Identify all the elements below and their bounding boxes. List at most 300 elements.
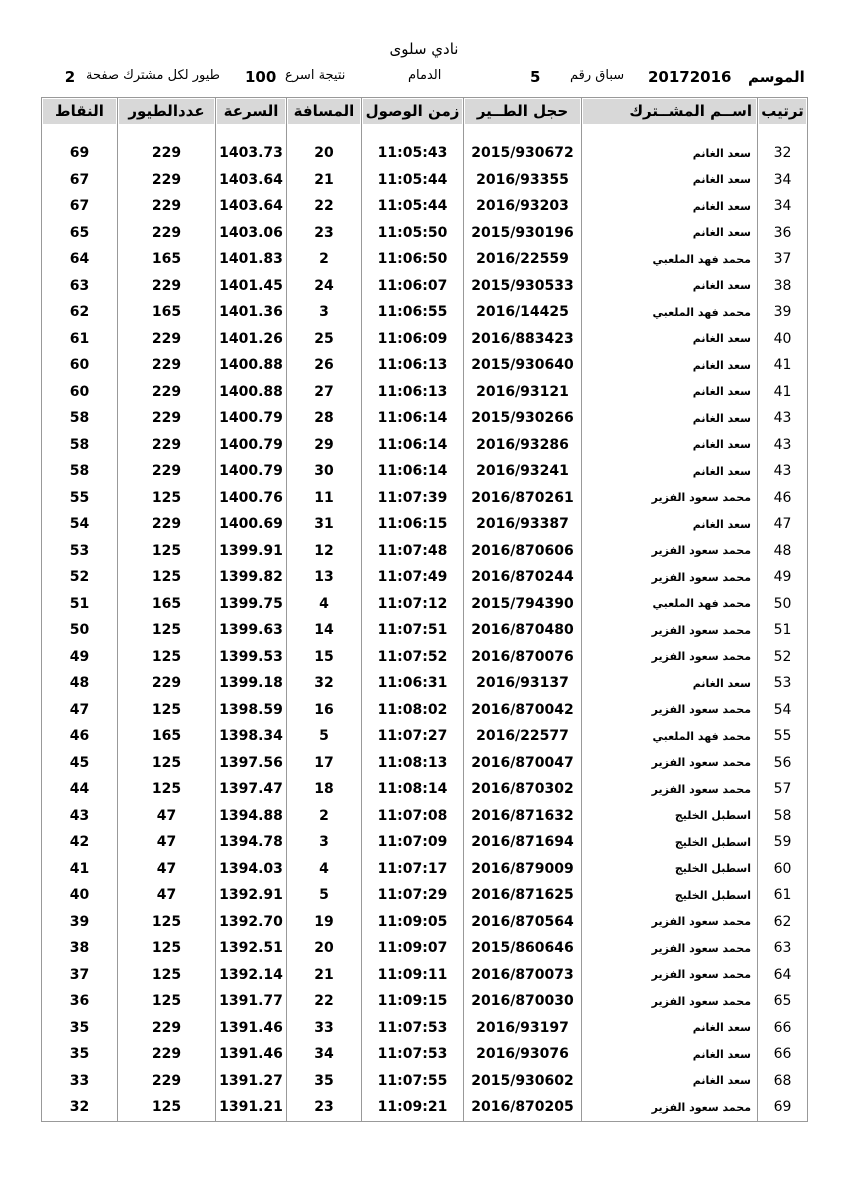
- cell-rank: 57: [758, 776, 808, 803]
- cell-points: 60: [42, 352, 118, 379]
- cell-speed: 1392.14: [216, 962, 287, 989]
- cell-points: 60: [42, 379, 118, 406]
- cell-arrival: 11:08:02: [362, 697, 464, 724]
- cell-rank: 62: [758, 909, 808, 936]
- cell-rank: 43: [758, 405, 808, 432]
- cell-points: 39: [42, 909, 118, 936]
- table-row: [42, 273, 808, 300]
- cell-speed: 1397.56: [216, 750, 287, 777]
- table-row: [42, 776, 808, 803]
- cell-speed: 1391.46: [216, 1015, 287, 1042]
- table-row: [42, 829, 808, 856]
- cell-distance: 35: [287, 1068, 362, 1095]
- table-row: [42, 1068, 808, 1095]
- cell-rank: 52: [758, 644, 808, 671]
- table-row: [42, 458, 808, 485]
- cell-birds: 125: [118, 962, 216, 989]
- cell-speed: 1401.36: [216, 299, 287, 326]
- col-header-name: اســم المشــترك: [582, 98, 758, 139]
- cell-ring: 2016/93387: [464, 511, 582, 538]
- cell-speed: 1399.82: [216, 564, 287, 591]
- cell-name: محمد فهد الملعبي: [582, 723, 758, 750]
- table-row: [42, 988, 808, 1015]
- cell-ring: 2015/930672: [464, 138, 582, 167]
- cell-points: 67: [42, 167, 118, 194]
- cell-distance: 3: [287, 299, 362, 326]
- cell-distance: 29: [287, 432, 362, 459]
- cell-rank: 34: [758, 193, 808, 220]
- cell-rank: 55: [758, 723, 808, 750]
- cell-distance: 5: [287, 723, 362, 750]
- cell-name: محمد سعود الفزير: [582, 909, 758, 936]
- cell-points: 54: [42, 511, 118, 538]
- cell-birds: 229: [118, 405, 216, 432]
- table-row: [42, 1015, 808, 1042]
- cell-distance: 2: [287, 246, 362, 273]
- col-header-arrival: زمن الوصول: [362, 98, 464, 139]
- results-body: [42, 138, 808, 1121]
- cell-name: سعد الغانم: [582, 432, 758, 459]
- cell-ring: 2016/870042: [464, 697, 582, 724]
- cell-rank: 41: [758, 352, 808, 379]
- cell-rank: 66: [758, 1041, 808, 1068]
- cell-arrival: 11:06:50: [362, 246, 464, 273]
- cell-speed: 1398.34: [216, 723, 287, 750]
- cell-speed: 1400.69: [216, 511, 287, 538]
- table-row: [42, 856, 808, 883]
- cell-rank: 68: [758, 1068, 808, 1095]
- cell-birds: 47: [118, 803, 216, 830]
- cell-distance: 30: [287, 458, 362, 485]
- table-row: [42, 432, 808, 459]
- cell-arrival: 11:06:55: [362, 299, 464, 326]
- cell-name: محمد سعود الفزير: [582, 935, 758, 962]
- cell-points: 37: [42, 962, 118, 989]
- cell-distance: 20: [287, 935, 362, 962]
- cell-name: اسطبل الخليج: [582, 829, 758, 856]
- cell-arrival: 11:06:14: [362, 405, 464, 432]
- cell-arrival: 11:05:44: [362, 193, 464, 220]
- table-row: [42, 326, 808, 353]
- col-header-birds: عددالطيور: [118, 98, 216, 139]
- cell-name: محمد سعود الفزير: [582, 485, 758, 512]
- cell-points: 48: [42, 670, 118, 697]
- cell-speed: 1394.88: [216, 803, 287, 830]
- cell-speed: 1400.88: [216, 352, 287, 379]
- cell-distance: 33: [287, 1015, 362, 1042]
- cell-points: 35: [42, 1015, 118, 1042]
- cell-birds: 47: [118, 882, 216, 909]
- table-row: [42, 723, 808, 750]
- table-row: [42, 511, 808, 538]
- cell-speed: 1400.79: [216, 458, 287, 485]
- cell-rank: 38: [758, 273, 808, 300]
- cell-birds: 165: [118, 246, 216, 273]
- table-row: [42, 379, 808, 406]
- cell-birds: 47: [118, 856, 216, 883]
- cell-arrival: 11:05:43: [362, 138, 464, 167]
- cell-speed: 1399.91: [216, 538, 287, 565]
- cell-rank: 43: [758, 432, 808, 459]
- cell-birds: 229: [118, 273, 216, 300]
- cell-points: 65: [42, 220, 118, 247]
- cell-arrival: 11:08:14: [362, 776, 464, 803]
- cell-speed: 1401.26: [216, 326, 287, 353]
- cell-distance: 23: [287, 1094, 362, 1121]
- race-info-line: [40, 68, 808, 90]
- cell-distance: 24: [287, 273, 362, 300]
- cell-name: محمد سعود الفزير: [582, 988, 758, 1015]
- cell-speed: 1391.77: [216, 988, 287, 1015]
- cell-arrival: 11:09:21: [362, 1094, 464, 1121]
- table-row: [42, 193, 808, 220]
- cell-name: سعد الغانم: [582, 167, 758, 194]
- cell-points: 45: [42, 750, 118, 777]
- cell-ring: 2015/794390: [464, 591, 582, 618]
- cell-ring: 2015/930602: [464, 1068, 582, 1095]
- cell-points: 38: [42, 935, 118, 962]
- cell-points: 51: [42, 591, 118, 618]
- cell-rank: 46: [758, 485, 808, 512]
- cell-birds: 125: [118, 909, 216, 936]
- cell-ring: 2016/879009: [464, 856, 582, 883]
- cell-birds: 229: [118, 352, 216, 379]
- cell-name: سعد الغانم: [582, 1015, 758, 1042]
- cell-name: محمد سعود الفزير: [582, 776, 758, 803]
- cell-ring: 2016/93203: [464, 193, 582, 220]
- cell-points: 40: [42, 882, 118, 909]
- cell-arrival: 11:07:53: [362, 1041, 464, 1068]
- table-row: [42, 485, 808, 512]
- cell-ring: 2016/871632: [464, 803, 582, 830]
- cell-ring: 2016/93241: [464, 458, 582, 485]
- cell-rank: 56: [758, 750, 808, 777]
- cell-birds: 165: [118, 591, 216, 618]
- cell-name: سعد الغانم: [582, 138, 758, 167]
- table-row: [42, 962, 808, 989]
- cell-ring: 2016/870076: [464, 644, 582, 671]
- cell-birds: 125: [118, 644, 216, 671]
- cell-ring: 2015/930266: [464, 405, 582, 432]
- cell-rank: 32: [758, 138, 808, 167]
- season-label: الموسم: [748, 68, 805, 86]
- cell-rank: 60: [758, 856, 808, 883]
- cell-rank: 43: [758, 458, 808, 485]
- cell-name: سعد الغانم: [582, 379, 758, 406]
- cell-rank: 40: [758, 326, 808, 353]
- cell-rank: 64: [758, 962, 808, 989]
- table-row: [42, 167, 808, 194]
- cell-arrival: 11:06:14: [362, 458, 464, 485]
- cell-name: محمد سعود الفزير: [582, 644, 758, 671]
- cell-distance: 22: [287, 988, 362, 1015]
- cell-name: سعد الغانم: [582, 1068, 758, 1095]
- cell-name: سعد الغانم: [582, 511, 758, 538]
- cell-rank: 37: [758, 246, 808, 273]
- cell-arrival: 11:07:39: [362, 485, 464, 512]
- table-row: [42, 644, 808, 671]
- col-header-ring: حجل الطــير: [464, 98, 582, 139]
- cell-ring: 2016/883423: [464, 326, 582, 353]
- table-row: [42, 299, 808, 326]
- per-page-label: طيور لكل مشترك صفحة: [86, 68, 220, 83]
- cell-speed: 1392.91: [216, 882, 287, 909]
- cell-speed: 1403.64: [216, 193, 287, 220]
- table-row: [42, 591, 808, 618]
- cell-birds: 229: [118, 220, 216, 247]
- cell-rank: 63: [758, 935, 808, 962]
- cell-rank: 69: [758, 1094, 808, 1121]
- cell-ring: 2015/860646: [464, 935, 582, 962]
- cell-speed: 1399.53: [216, 644, 287, 671]
- city-name: الدمام: [408, 68, 442, 83]
- cell-birds: 229: [118, 432, 216, 459]
- cell-distance: 20: [287, 138, 362, 167]
- cell-birds: 125: [118, 1094, 216, 1121]
- cell-ring: 2016/93076: [464, 1041, 582, 1068]
- cell-name: سعد الغانم: [582, 405, 758, 432]
- cell-arrival: 11:07:49: [362, 564, 464, 591]
- cell-points: 43: [42, 803, 118, 830]
- cell-speed: 1397.47: [216, 776, 287, 803]
- cell-rank: 39: [758, 299, 808, 326]
- cell-birds: 229: [118, 1041, 216, 1068]
- cell-ring: 2016/14425: [464, 299, 582, 326]
- cell-speed: 1394.78: [216, 829, 287, 856]
- race-label: سباق رقم: [570, 68, 625, 83]
- cell-arrival: 11:07:51: [362, 617, 464, 644]
- cell-arrival: 11:07:53: [362, 1015, 464, 1042]
- cell-speed: 1392.70: [216, 909, 287, 936]
- cell-rank: 47: [758, 511, 808, 538]
- cell-ring: 2016/870564: [464, 909, 582, 936]
- cell-points: 55: [42, 485, 118, 512]
- cell-arrival: 11:06:15: [362, 511, 464, 538]
- cell-speed: 1391.21: [216, 1094, 287, 1121]
- cell-speed: 1401.83: [216, 246, 287, 273]
- table-row: [42, 138, 808, 167]
- result-label: نتيجة اسرع: [285, 68, 346, 83]
- cell-arrival: 11:09:11: [362, 962, 464, 989]
- cell-speed: 1403.64: [216, 167, 287, 194]
- cell-birds: 229: [118, 326, 216, 353]
- cell-distance: 18: [287, 776, 362, 803]
- cell-arrival: 11:07:09: [362, 829, 464, 856]
- cell-distance: 28: [287, 405, 362, 432]
- cell-arrival: 11:09:07: [362, 935, 464, 962]
- cell-ring: 2016/93197: [464, 1015, 582, 1042]
- cell-birds: 229: [118, 1068, 216, 1095]
- table-row: [42, 1041, 808, 1068]
- cell-arrival: 11:07:12: [362, 591, 464, 618]
- cell-distance: 12: [287, 538, 362, 565]
- cell-distance: 21: [287, 962, 362, 989]
- cell-arrival: 11:06:07: [362, 273, 464, 300]
- cell-ring: 2016/870244: [464, 564, 582, 591]
- cell-ring: 2016/870030: [464, 988, 582, 1015]
- cell-name: محمد فهد الملعبي: [582, 591, 758, 618]
- cell-rank: 36: [758, 220, 808, 247]
- cell-birds: 229: [118, 379, 216, 406]
- cell-distance: 34: [287, 1041, 362, 1068]
- cell-birds: 229: [118, 511, 216, 538]
- cell-points: 58: [42, 458, 118, 485]
- cell-arrival: 11:09:15: [362, 988, 464, 1015]
- table-row: [42, 405, 808, 432]
- cell-name: سعد الغانم: [582, 273, 758, 300]
- table-row: [42, 617, 808, 644]
- cell-speed: 1400.79: [216, 432, 287, 459]
- cell-birds: 47: [118, 829, 216, 856]
- cell-ring: 2016/871694: [464, 829, 582, 856]
- cell-distance: 31: [287, 511, 362, 538]
- cell-rank: 51: [758, 617, 808, 644]
- cell-ring: 2016/22577: [464, 723, 582, 750]
- cell-distance: 13: [287, 564, 362, 591]
- cell-distance: 4: [287, 856, 362, 883]
- cell-arrival: 11:07:48: [362, 538, 464, 565]
- cell-birds: 125: [118, 697, 216, 724]
- cell-points: 33: [42, 1068, 118, 1095]
- cell-name: سعد الغانم: [582, 326, 758, 353]
- cell-distance: 21: [287, 167, 362, 194]
- cell-rank: 34: [758, 167, 808, 194]
- cell-birds: 229: [118, 1015, 216, 1042]
- cell-points: 67: [42, 193, 118, 220]
- cell-points: 41: [42, 856, 118, 883]
- cell-points: 36: [42, 988, 118, 1015]
- club-title: نادي سلوى: [389, 40, 459, 58]
- cell-birds: 125: [118, 485, 216, 512]
- cell-arrival: 11:07:52: [362, 644, 464, 671]
- cell-name: سعد الغانم: [582, 193, 758, 220]
- cell-speed: 1400.76: [216, 485, 287, 512]
- season-value: 20172016: [648, 68, 732, 86]
- cell-name: سعد الغانم: [582, 458, 758, 485]
- cell-birds: 125: [118, 935, 216, 962]
- table-row: [42, 1094, 808, 1121]
- cell-speed: 1399.18: [216, 670, 287, 697]
- cell-birds: 229: [118, 670, 216, 697]
- cell-birds: 125: [118, 988, 216, 1015]
- col-header-rank: ترتيب: [758, 98, 808, 139]
- cell-arrival: 11:06:13: [362, 352, 464, 379]
- cell-rank: 54: [758, 697, 808, 724]
- cell-ring: 2016/22559: [464, 246, 582, 273]
- cell-distance: 17: [287, 750, 362, 777]
- cell-speed: 1401.45: [216, 273, 287, 300]
- cell-speed: 1400.88: [216, 379, 287, 406]
- cell-points: 64: [42, 246, 118, 273]
- cell-distance: 27: [287, 379, 362, 406]
- cell-birds: 125: [118, 750, 216, 777]
- cell-arrival: 11:05:44: [362, 167, 464, 194]
- cell-distance: 26: [287, 352, 362, 379]
- table-row: [42, 538, 808, 565]
- col-header-speed: السرعة: [216, 98, 287, 139]
- cell-birds: 125: [118, 617, 216, 644]
- cell-arrival: 11:07:27: [362, 723, 464, 750]
- cell-arrival: 11:09:05: [362, 909, 464, 936]
- cell-distance: 16: [287, 697, 362, 724]
- cell-distance: 4: [287, 591, 362, 618]
- cell-arrival: 11:07:55: [362, 1068, 464, 1095]
- table-row: [42, 670, 808, 697]
- cell-name: محمد سعود الفزير: [582, 1094, 758, 1121]
- col-header-distance: المسافة: [287, 98, 362, 139]
- cell-birds: 125: [118, 538, 216, 565]
- cell-name: سعد الغانم: [582, 220, 758, 247]
- table-row: [42, 909, 808, 936]
- cell-birds: 229: [118, 193, 216, 220]
- cell-name: سعد الغانم: [582, 1041, 758, 1068]
- cell-ring: 2016/93121: [464, 379, 582, 406]
- result-count: 100: [245, 68, 277, 86]
- table-row: [42, 352, 808, 379]
- cell-speed: 1391.27: [216, 1068, 287, 1095]
- cell-name: محمد سعود الفزير: [582, 617, 758, 644]
- cell-name: محمد سعود الفزير: [582, 538, 758, 565]
- cell-rank: 41: [758, 379, 808, 406]
- cell-birds: 229: [118, 167, 216, 194]
- cell-speed: 1403.73: [216, 138, 287, 167]
- cell-arrival: 11:06:09: [362, 326, 464, 353]
- cell-name: محمد فهد الملعبي: [582, 299, 758, 326]
- cell-arrival: 11:05:50: [362, 220, 464, 247]
- table-row: [42, 935, 808, 962]
- cell-ring: 2016/870261: [464, 485, 582, 512]
- cell-points: 58: [42, 405, 118, 432]
- table-header-row: [42, 98, 808, 139]
- cell-birds: 125: [118, 564, 216, 591]
- cell-arrival: 11:08:13: [362, 750, 464, 777]
- cell-distance: 22: [287, 193, 362, 220]
- cell-speed: 1392.51: [216, 935, 287, 962]
- table-row: [42, 803, 808, 830]
- cell-ring: 2016/870302: [464, 776, 582, 803]
- cell-points: 49: [42, 644, 118, 671]
- table-row: [42, 220, 808, 247]
- cell-points: 35: [42, 1041, 118, 1068]
- table-row: [42, 246, 808, 273]
- cell-name: محمد سعود الفزير: [582, 697, 758, 724]
- cell-speed: 1403.06: [216, 220, 287, 247]
- cell-points: 44: [42, 776, 118, 803]
- cell-speed: 1399.75: [216, 591, 287, 618]
- cell-name: محمد فهد الملعبي: [582, 246, 758, 273]
- cell-birds: 229: [118, 458, 216, 485]
- cell-ring: 2016/870606: [464, 538, 582, 565]
- cell-distance: 2: [287, 803, 362, 830]
- cell-points: 58: [42, 432, 118, 459]
- cell-points: 53: [42, 538, 118, 565]
- cell-rank: 66: [758, 1015, 808, 1042]
- cell-birds: 125: [118, 776, 216, 803]
- cell-points: 42: [42, 829, 118, 856]
- cell-ring: 2016/870480: [464, 617, 582, 644]
- cell-distance: 5: [287, 882, 362, 909]
- cell-ring: 2016/870073: [464, 962, 582, 989]
- cell-ring: 2015/930196: [464, 220, 582, 247]
- cell-birds: 165: [118, 299, 216, 326]
- cell-rank: 53: [758, 670, 808, 697]
- cell-distance: 32: [287, 670, 362, 697]
- cell-points: 52: [42, 564, 118, 591]
- cell-distance: 3: [287, 829, 362, 856]
- cell-speed: 1398.59: [216, 697, 287, 724]
- cell-points: 32: [42, 1094, 118, 1121]
- cell-rank: 65: [758, 988, 808, 1015]
